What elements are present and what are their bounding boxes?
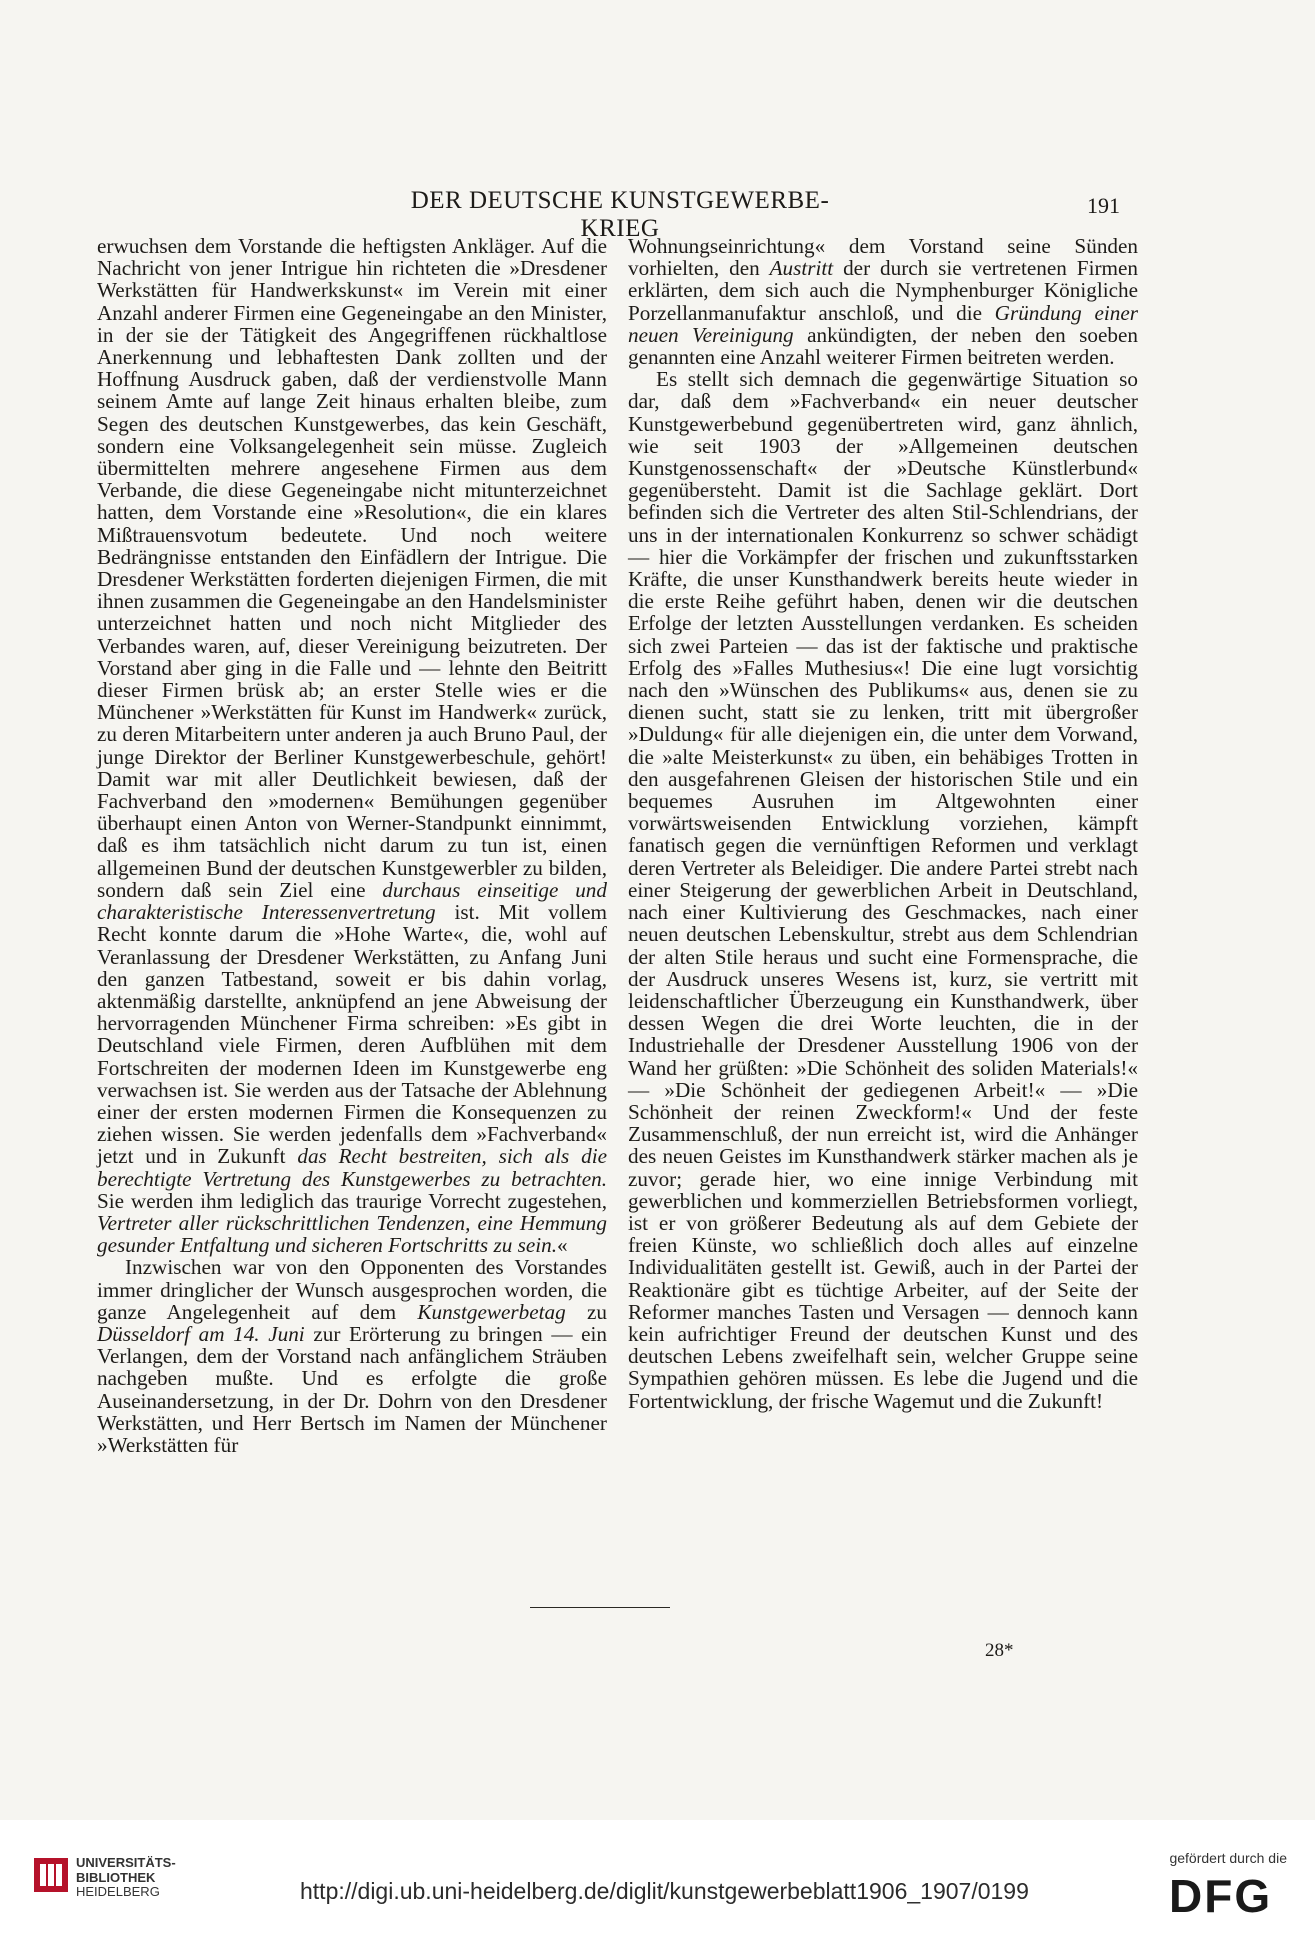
- text-run: zu: [565, 1299, 608, 1324]
- funded-by-label: gefördert durch die: [1169, 1850, 1287, 1866]
- text-run: ankündigten, der neben den soeben genannten eine Anzahl weiterer Firmen beitreten werden.: [628, 322, 1138, 370]
- page-header: [80, 187, 1120, 242]
- library-name-line: BIBLIOTHEK: [76, 1869, 156, 1885]
- page-number: 191: [1087, 193, 1120, 218]
- text-run: der durch sie vertretenen Firmen erklärten, dem sich auch die Nymphenburger Königliche Porzellanmanufaktur anschloß, und die: [628, 256, 1138, 325]
- text-run: zur Erörterung zu bringen — ein Verlangen, dem der Vorstand nach anfänglichem Sträuben nachgeben mußte. Und es erfolgte die große Auseinandersetzung, in der Dr. Dohrn von den Dresdener Werkstätten, und Herr Bertsch im Namen der Münchener »Werkstätten für: [97, 1321, 607, 1457]
- digitization-footer: [0, 1820, 1315, 1935]
- right_column-paragraph: [628, 235, 1138, 368]
- text-run: Wohnungseinrichtung« dem Vorstand seine Sünden vorhielten, den: [628, 234, 1138, 281]
- dfg-logo-icon: [1169, 1872, 1287, 1916]
- emphasized-text: Gründung einer neuen Vereinigung: [628, 300, 1138, 347]
- text-run: erwuchsen dem Vorstande die heftigsten Ankläger. Auf die Nachricht von jener Intrigue hin richteten die »Dresdener Werkstätten für Handwerkskunst« im Verein mit einer Anzahl anderer Firmen eine Gegeneingabe an den Minister, in der sie der Tätigkeit des Angegriffenen rückhaltlose Anerkennung und lebhaftesten Dank zollten und der Hoffnung Ausdruck gaben, daß der verdienstvolle Mann seinem Amte auf lange Zeit hinaus erhalten bleibe, zum Segen des deutschen Kunstgewerbes, das kein Geschäft, sondern eine Volksangelegenheit sein müsse. Zugleich übermittelten mehrere angesehene Firmen aus dem Verbande, die diese Gegeneingabe nicht mitunterzeichnet hatten, dem Vorstande eine »Resolution«, die ein klares Mißtrauensvotum bedeutete. Und noch weitere Bedrängnisse entstanden den Einfädlern der Intrigue. Die Dresdener Werkstätten forderten diejenigen Firmen, die mit ihnen zusammen die Gegeneingabe an den Handelsminister unterzeichnet hatten und noch nicht Mitglieder des Verbandes waren, auf, dieser Vereinigung beizutreten. Der Vorstand aber ging in die Falle und — lehnte den Beitritt dieser Firmen brüsk ab; an erster Stelle wies er die Münchener »Werkstätten für Kunst im Handwerk« zurück, zu deren Mitarbeitern unter anderen ja auch Bruno Paul, der junge Direktor der Berliner Kunstgewerbeschule, gehört! Damit war mit aller Deutlichkeit bewiesen, daß der Fachverband den »modernen« Bemühungen gegenüber überhaupt einen Anton von Werner-Standpunkt einnimmt, daß es ihm tatsächlich nicht darum zu tun ist, einen allgemeinen Bund der deutschen Kunstgewerbler zu bilden, sondern daß sein Ziel eine: [97, 234, 607, 902]
- dfg-logo-text: DFG: [1169, 1872, 1273, 1916]
- signature-mark: 28*: [985, 1640, 1014, 1661]
- library-name-line: UNIVERSITÄTS-: [76, 1855, 176, 1870]
- emphasized-text: Austritt: [769, 256, 834, 281]
- library-name-line: HEIDELBERG: [76, 1884, 160, 1899]
- library-name: [76, 1856, 176, 1900]
- university-library-logo-icon: [34, 1858, 68, 1892]
- emphasized-text: Düsseldorf am 14. Juni: [97, 1321, 305, 1346]
- emphasized-text: Vertreter aller rückschrittlichen Tendenzen, eine Hemmung gesunder Entfaltung und sicheren Fortschritts zu sein.: [97, 1210, 607, 1258]
- text-run: Inzwischen war von den Opponenten des Vorstandes immer dringlicher der Wunsch ausgesprochen worden, die ganze Angelegenheit auf dem: [97, 1255, 607, 1324]
- emphasized-text: Kunstgewerbetag: [417, 1299, 566, 1324]
- left_column-paragraph: [97, 1256, 607, 1456]
- section-end-rule: [530, 1607, 670, 1608]
- text-run: ist. Mit vollem Recht konnte darum die »Hohe Warte«, die, wohl auf Veranlassung der Dresdener Werkstätten, zu Anfang Juni den ganzen Tatbestand, soweit er bis dahin vorlag, aktenmäßig darstellte, anknüpfend an jene Abweisung der hervorragenden Münchener Firma schreiben: »Es gibt in Deutschland viele Firmen, deren Aufblühen mit dem Fortschreiten der modernen Ideen im Kunstgewerbe eng verwachsen ist. Sie werden aus der Tatsache der Ablehnung einer der ersten modernen Firmen die Konsequenzen zu ziehen wissen. Sie werden jedenfalls dem »Fachverband« jetzt und in Zukunft: [97, 900, 607, 1169]
- left-text-column: [97, 235, 607, 1456]
- left_column-paragraph: [97, 235, 607, 1256]
- text-run: Sie werden ihm lediglich das traurige Vorrecht zugestehen,: [97, 1188, 607, 1213]
- text-run: «: [557, 1233, 568, 1258]
- right_column-paragraph: [628, 368, 1138, 1412]
- permalink-url[interactable]: http://digi.ub.uni-heidelberg.de/diglit/kunstgewerbeblatt1906_1907/0199: [300, 1878, 1029, 1904]
- text-run: Es stellt sich demnach die gegenwärtige Situation so dar, daß dem »Fachverband« ein neuer deutscher Kunstgewerbebund gegenübertreten wird, ganz ähnlich, wie seit 1903 der »Allgemeinen deutschen Kunstgenossenschaft« der »Deutsche Künstlerbund« gegenübersteht. Damit ist die Sachlage geklärt. Dort befinden sich die Vertreter des alten Stil-Schlendrians, der uns in der internationalen Konkurrenz so schwer schädigt — hier die Vorkämpfer der frischen und zukunftsstarken Kräfte, die unser Kunsthandwerk bereits heute wieder in die erste Reihe geführt haben, denen wir die deutschen Erfolge der letzten Ausstellungen verdanken. Es scheiden sich zwei Parteien — das ist der faktische und praktische Erfolg des »Falles Muthesius«! Die eine lugt vorsichtig nach den »Wünschen des Publikums« aus, denen sie zu dienen sucht, statt sie zu lenken, tritt mit übergroßer »Duldung« für alle diejenigen ein, die unter dem Vorwand, die »alte Meisterkunst« zu üben, ein behäbiges Trotten in den ausgefahrenen Gleisen der historischen Stile und ein bequemes Ausruhen im Altgewohnten einer vorwärtsweisenden Entwicklung vorziehen, kämpft fanatisch gegen die vernünftigen Reformen und verklagt deren Vertreter als Beleidiger. Die andere Partei strebt nach einer Steigerung der gewerblichen Arbeit in Deutschland, nach einer Kultivierung des Geschmackes, nach einer neuen deutschen Lebenskultur, strebt aus dem Schlendrian der alten Stile heraus und sucht eine Formensprache, die der Ausdruck unseres Wesens ist, kurz, sie vertritt mit leidenschaftlicher Überzeugung ein Kunsthandwerk, über dessen Wegen die drei Worte leuchten, die in der Industriehalle der Dresdener Ausstellung 1906 von der Wand her grüßten: »Die Schönheit des soliden Materials!« — »Die Schönheit der gediegenen Arbeit!« — »Die Schönheit der reinen Zweckform!« Und der feste Zusammenschluß, der nun erreicht ist, wird die Anhänger des neuen Geistes im Kunsthandwerk stärker machen als je zuvor; gerade hier, wo eine innige Verbindung mit gewerblichen und kommerziellen Betriebsformen vorliegt, ist er von größerer Bedeutung als auf dem Gebiete der freien Künste, wo schließlich doch alles auf einzelne Individualitäten gestellt ist. Gewiß, auch in der Partei der Reaktionäre gibt es tüchtige Arbeiter, auf der Seite der Reformer manches Tasten und Versagen — dennoch kann kein aufrichtiger Freund der deutschen Kunst und des deutschen Lebens zweifelhaft sein, welcher Gruppe seine Sympathien gehören müssen. Es lebe die Jugend und die Fortentwicklung, der frische Wagemut und die Zukunft!: [628, 367, 1138, 1413]
- emphasized-text: durchaus einseitige und charakteristische Interessenvertretung: [97, 877, 607, 925]
- running-title: DER DEUTSCHE KUNSTGEWERBE-KRIEG: [410, 187, 830, 242]
- right-text-column: [628, 235, 1138, 1412]
- emphasized-text: das Recht bestreiten, sich als die berechtigte Vertretung des Kunstgewerbes zu betrachten.: [97, 1144, 607, 1191]
